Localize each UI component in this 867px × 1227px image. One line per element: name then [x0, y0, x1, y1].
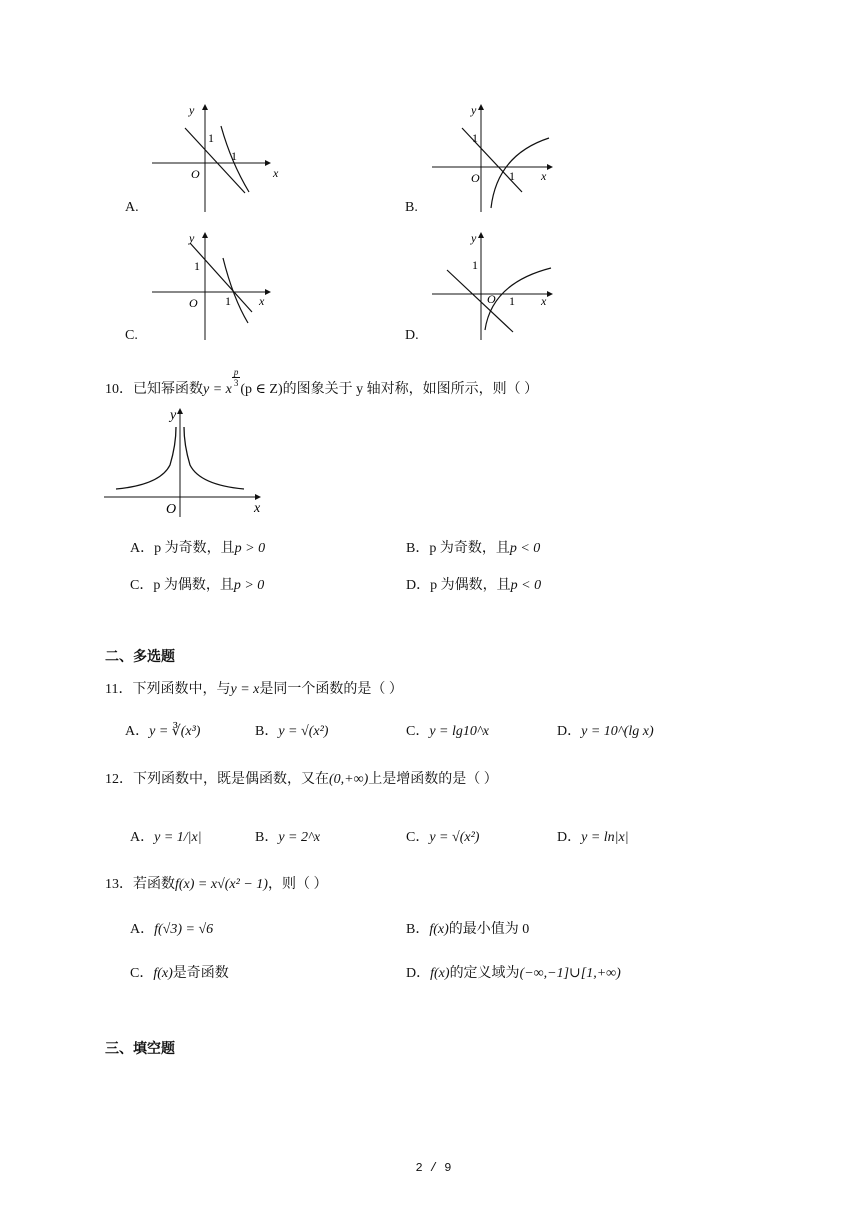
question-13: 13．若函数f(x) = x√(x² − 1)，则（ ）: [105, 877, 328, 892]
graph-c: [145, 228, 290, 343]
y-axis-label: y: [189, 103, 195, 117]
svg-text:y: y: [471, 231, 477, 245]
q11-option-d[interactable]: D．y = 10^(lg x): [557, 724, 654, 739]
section-heading-fill-in: 三、填空题: [105, 1042, 175, 1057]
q10-graph: [100, 405, 270, 520]
svg-text:1: 1: [472, 258, 478, 272]
question-prefix: 已知幂函数: [133, 382, 203, 397]
graph-d: [427, 228, 572, 343]
question-number: 10．: [105, 382, 133, 397]
q13-option-b[interactable]: B．f(x)的最小值为 0: [406, 922, 530, 937]
question-10: [105, 367, 539, 400]
svg-text:x: x: [259, 294, 265, 308]
question-11: 11．下列函数中，与y = x是同一个函数的是（ ）: [105, 682, 403, 697]
option-label: A.: [125, 200, 139, 215]
q11-option-a[interactable]: A．y = ∛(x³): [125, 724, 201, 739]
q12-option-a[interactable]: A．y = 1/|x|: [130, 830, 202, 845]
q10-option-b[interactable]: B．p 为奇数，且p < 0: [406, 541, 541, 556]
q9-option-c: [125, 228, 285, 348]
section-heading-multiple-choice: 二、多选题: [105, 650, 175, 665]
svg-text:1: 1: [509, 294, 515, 308]
q13-option-d[interactable]: D．f(x)的定义域为(−∞,−1]∪[1,+∞): [406, 966, 621, 981]
svg-text:O: O: [471, 171, 480, 185]
svg-text:y: y: [471, 103, 477, 117]
svg-text:O: O: [189, 296, 198, 310]
option-label: B.: [405, 200, 418, 215]
q12-option-d[interactable]: D．y = ln|x|: [557, 830, 629, 845]
q9-option-b: [405, 100, 565, 220]
power-function-formula: y = x $\frac{p}{3}$ (p ∈ Z): [203, 367, 283, 397]
option-label: D.: [405, 328, 419, 343]
q13-option-c[interactable]: C．f(x)是奇函数: [130, 966, 229, 981]
q10-option-a[interactable]: A．p 为奇数，且p > 0: [130, 541, 266, 556]
svg-text:O: O: [487, 292, 496, 306]
svg-text:O: O: [191, 167, 200, 181]
svg-text:x: x: [273, 166, 279, 180]
q10-option-d[interactable]: D．p 为偶数，且p < 0: [406, 578, 542, 593]
svg-text:1: 1: [194, 259, 200, 273]
graph-b: [427, 100, 572, 215]
svg-text:y: y: [170, 408, 177, 423]
svg-text:O: O: [166, 502, 177, 517]
q13-option-a[interactable]: A．f(√3) = √6: [130, 922, 214, 937]
q10-option-c[interactable]: C．p 为偶数，且p > 0: [130, 578, 265, 593]
svg-text:1: 1: [231, 149, 237, 163]
page-number: 2 / 9: [415, 1161, 452, 1175]
question-12: 12．下列函数中，既是偶函数，又在(0,+∞)上是增函数的是（ ）: [105, 772, 498, 787]
svg-text:1: 1: [472, 131, 478, 145]
svg-text:x: x: [541, 169, 547, 183]
svg-text:1: 1: [208, 131, 214, 145]
svg-text:1: 1: [509, 169, 515, 183]
option-label: C.: [125, 328, 138, 343]
svg-text:x: x: [541, 294, 547, 308]
q9-option-d: [405, 228, 565, 348]
svg-text:1: 1: [225, 294, 231, 308]
q11-option-c[interactable]: C．y = lg10^x: [406, 724, 490, 739]
svg-text:x: x: [254, 501, 261, 516]
question-suffix: 的图象关于 y 轴对称，如图所示，则（ ）: [282, 382, 539, 397]
q12-option-b[interactable]: B．y = 2^x: [255, 830, 321, 845]
q11-option-b[interactable]: B．y = √(x²): [255, 724, 329, 739]
q12-option-c[interactable]: C．y = √(x²): [406, 830, 480, 845]
q9-option-a: [125, 100, 285, 220]
graph-a: [145, 100, 290, 215]
svg-text:y: y: [189, 231, 195, 245]
